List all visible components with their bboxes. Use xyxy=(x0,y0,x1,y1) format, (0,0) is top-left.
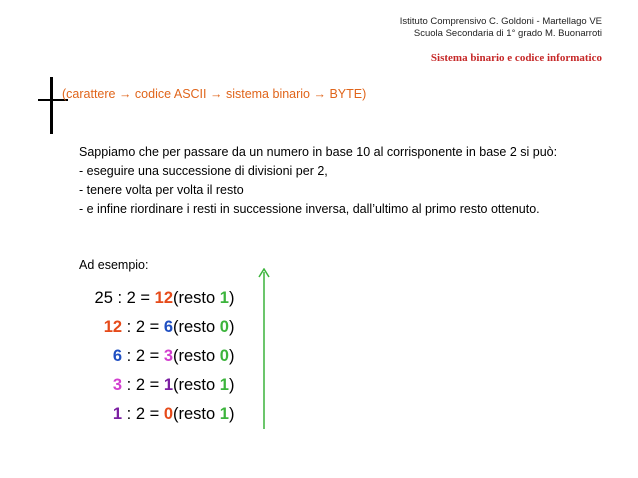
dividend: 1 xyxy=(112,405,123,423)
intro-text: Sappiamo che per passare da un numero in base 10 al corrisponente in base 2 si può: xyxy=(79,145,558,159)
chain-text: (carattere → codice ASCII → sistema binario → BYTE) xyxy=(62,87,367,101)
division-row: 12 : 2 = 6 (resto 0) xyxy=(103,318,235,336)
quotient: 12 xyxy=(154,289,173,307)
remainder-group: (resto 0) xyxy=(173,347,235,365)
divisor: 2 xyxy=(135,347,145,365)
divisor: 2 xyxy=(135,405,145,423)
division-row: 25 : 2 = 12 (resto 1) xyxy=(94,289,235,307)
header xyxy=(400,16,602,64)
remainder: 1 xyxy=(219,289,229,307)
remainder: 1 xyxy=(219,376,229,394)
dividend: 25 xyxy=(94,289,113,307)
remainder: 1 xyxy=(219,405,229,423)
division-row: 3 : 2 = 1 (resto 1) xyxy=(112,376,235,394)
school-line-1: Istituto Comprensivo C. Goldoni - Martellago VE xyxy=(399,16,602,27)
remainder: 0 xyxy=(219,318,229,336)
up-arrow-icon xyxy=(258,268,270,430)
dividend: 12 xyxy=(103,318,123,336)
remainder-group: (resto 1) xyxy=(173,289,235,307)
quotient: 6 xyxy=(163,318,173,336)
divisor: 2 xyxy=(135,318,145,336)
remainder-group: (resto 1) xyxy=(173,405,235,423)
example-label: Ad esempio: xyxy=(79,258,149,272)
divisor: 2 xyxy=(135,376,145,394)
division-row: 6 : 2 = 3 (resto 0) xyxy=(112,347,235,365)
dividend: 3 xyxy=(112,376,123,394)
division-row: 1 : 2 = 0 (resto 1) xyxy=(112,405,235,423)
quotient: 3 xyxy=(163,347,173,365)
steps-list xyxy=(79,162,599,219)
quotient: 0 xyxy=(163,405,173,423)
step-item: - tenere volta per volta il resto xyxy=(79,183,244,197)
remainder: 0 xyxy=(219,347,229,365)
step-item: - eseguire una successione di divisioni per 2, xyxy=(79,164,328,178)
explanation xyxy=(79,143,599,219)
divisor: 2 xyxy=(126,289,136,307)
school-line-2: Scuola Secondaria di 1° grado M. Buonarroti xyxy=(413,28,602,39)
remainder-group: (resto 1) xyxy=(173,376,235,394)
remainder-group: (resto 0) xyxy=(173,318,235,336)
slide-subtitle: Sistema binario e codice informatico xyxy=(430,52,602,64)
step-item: - e infine riordinare i resti in successione inversa, dall’ultimo al primo resto ottenuto. xyxy=(79,202,540,216)
vertical-rule xyxy=(50,77,53,134)
dividend: 6 xyxy=(112,347,123,365)
quotient: 1 xyxy=(163,376,173,394)
